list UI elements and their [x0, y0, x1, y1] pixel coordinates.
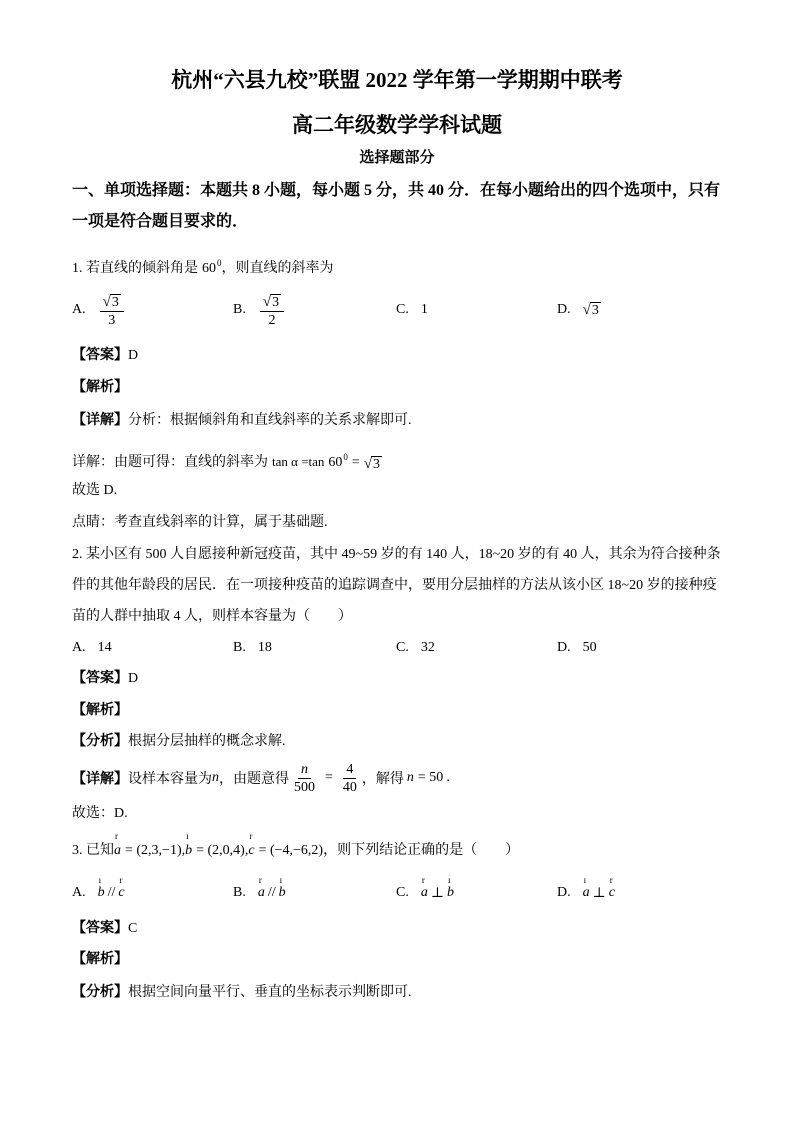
- radical-sign: √: [582, 302, 591, 318]
- result-value: = 50: [417, 770, 444, 785]
- question-3-stem: [72, 831, 520, 861]
- sqrt-expression: [364, 455, 382, 473]
- question-1-stem: [72, 253, 334, 279]
- fraction-denominator: 3: [108, 312, 116, 328]
- answer-value: C: [128, 921, 138, 936]
- radicand: 3: [272, 294, 280, 310]
- question-2-option-d: [557, 628, 597, 668]
- question-2-stem-line-2: 件的其他年龄段的居民．在一项接种疫苗的追踪调查中，要用分层抽样的方法从该小区 18~20 岁的接种疫: [72, 578, 717, 593]
- fraction: [291, 761, 318, 796]
- question-2-answer: [72, 669, 138, 689]
- part-heading: 选择题部分: [359, 150, 435, 166]
- question-1-option-b: [233, 290, 286, 330]
- vector-operand: [582, 875, 590, 901]
- vector-arrow-mark: ı: [186, 831, 189, 841]
- radicand: 3: [373, 457, 381, 472]
- detail-tag: 【详解】: [72, 772, 128, 787]
- question-1-option-c: [396, 290, 428, 330]
- option-label: C.: [396, 302, 409, 317]
- option-label: D.: [557, 302, 571, 317]
- question-1-option-d: [557, 290, 601, 330]
- option-label: C.: [396, 640, 409, 655]
- question-1-conclusion: 故选 D.: [72, 483, 118, 498]
- option-value: 50: [582, 640, 597, 655]
- degree-superscript: 0: [217, 258, 222, 268]
- vector-a: [114, 831, 121, 861]
- answer-tag: 【答案】: [72, 921, 128, 936]
- vector-operand: [447, 875, 455, 901]
- method-tag: 【分析】: [72, 985, 128, 1000]
- relation-symbol: //: [107, 885, 116, 900]
- exam-title: 杭州“六县九校”联盟 2022 学年第一学期期中联考: [171, 68, 623, 92]
- vector-arrow-mark: ı: [448, 875, 451, 885]
- method-text: 根据空间向量平行、垂直的坐标表示判断即可.: [128, 985, 412, 1000]
- question-3-answer: [72, 919, 137, 939]
- vector-letter: a: [582, 885, 590, 900]
- sqrt-expression: [583, 301, 601, 319]
- relation-symbol: ⊥: [592, 885, 606, 901]
- tan-expression: tan α =tan: [272, 454, 325, 469]
- question-3-option-b: [233, 873, 286, 913]
- answer-tag: 【答案】: [72, 348, 128, 363]
- option-value: 32: [420, 640, 435, 655]
- fraction-numerator: 4: [343, 761, 356, 779]
- question-2-option-b: [233, 628, 272, 668]
- vector-letter: b: [447, 885, 455, 900]
- radical-sign: √: [262, 293, 272, 310]
- vector-arrow-mark: r: [609, 875, 613, 885]
- question-1-analysis-tag: 【解析】: [72, 380, 128, 395]
- vector-letter: b: [278, 885, 286, 900]
- vector-operand: [278, 875, 286, 901]
- sqrt-expression: [263, 293, 281, 311]
- question-3-stem-suffix: ，则下列结论正确的是（ ）: [323, 843, 520, 858]
- option-value: 14: [97, 640, 112, 655]
- sqrt-expression: [103, 293, 121, 311]
- question-3-stem-prefix: 3. 已知: [72, 843, 114, 858]
- question-1-stem-suffix: ，则直线的斜率为: [221, 261, 334, 276]
- vector-letter: b: [97, 885, 105, 900]
- variable-n: n: [406, 770, 414, 785]
- question-2-conclusion: 故选：D.: [72, 806, 128, 821]
- vector-arrow-mark: ı: [98, 875, 102, 885]
- detail-text: ，由题意得: [219, 772, 289, 787]
- option-label: D.: [557, 640, 571, 655]
- vector-operand: [257, 875, 265, 901]
- fraction-denominator: 2: [268, 312, 276, 328]
- vector-arrow-mark: r: [421, 875, 425, 885]
- radical-sign: √: [363, 456, 373, 472]
- vector-arrow-mark: r: [249, 831, 253, 841]
- angle-value: 60: [328, 455, 343, 470]
- question-2-method: [72, 732, 286, 752]
- vector-value: = (2,0,4),: [196, 843, 249, 858]
- equals-sign: =: [351, 455, 360, 470]
- vector-letter: c: [608, 885, 616, 900]
- vector-letter: c: [248, 843, 255, 858]
- radical-sign: √: [102, 293, 111, 310]
- radicand: 3: [591, 303, 599, 318]
- vector-value: = (−4,−6,2): [258, 843, 324, 858]
- fraction-numerator: [260, 292, 284, 312]
- question-3-method: [72, 983, 412, 1003]
- vector-arrow-mark: r: [119, 875, 123, 885]
- detail-text: ，解得: [361, 772, 404, 787]
- vector-arrow-mark: r: [115, 831, 118, 841]
- question-3-analysis-tag: 【解析】: [72, 952, 128, 967]
- question-1-detail: [72, 411, 412, 431]
- question-2-analysis-tag: 【解析】: [72, 703, 128, 718]
- question-1-answer: [72, 346, 138, 366]
- fraction: [260, 292, 284, 329]
- section-instructions-line-1: 一、单项选择题：本题共 8 小题，每小题 5 分，共 40 分．在每小题给出的四个选项中，只有: [72, 182, 721, 199]
- vector-letter: c: [118, 885, 125, 900]
- vector-letter: a: [420, 885, 428, 900]
- relation-symbol: ⊥: [430, 885, 445, 901]
- question-1-stem-prefix: 1. 若直线的倾斜角是: [72, 261, 198, 276]
- equals-sign: =: [325, 770, 333, 785]
- fraction: [340, 761, 360, 796]
- vector-letter: b: [185, 843, 193, 858]
- angle-value: 60: [202, 261, 216, 276]
- question-3-option-a: [72, 873, 125, 913]
- radicand: 3: [111, 294, 119, 310]
- vector-b: [185, 831, 193, 861]
- vector-arrow-mark: r: [258, 875, 262, 885]
- question-2-stem-line-3: 苗的人群中抽取 4 人，则样本容量为（ ）: [72, 609, 352, 624]
- question-3-options: [0, 873, 794, 913]
- question-2-option-a: [72, 628, 112, 668]
- vector-arrow-mark: ı: [279, 875, 283, 885]
- period: .: [446, 770, 450, 785]
- vector-arrow-mark: ı: [583, 875, 587, 885]
- fraction: [100, 292, 124, 329]
- option-label: B.: [233, 302, 246, 317]
- question-2-option-c: [396, 628, 435, 668]
- answer-value: D: [128, 671, 139, 686]
- vector-c: [248, 831, 255, 861]
- vector-letter: a: [257, 885, 265, 900]
- question-3-option-c: [396, 873, 454, 913]
- question-1-explanation: [72, 447, 382, 473]
- exam-subtitle: 高二年级数学学科试题: [292, 113, 502, 137]
- answer-value: D: [128, 348, 139, 363]
- question-1-option-a: [72, 290, 126, 330]
- option-label: A.: [72, 885, 86, 900]
- question-3-option-d: [557, 873, 615, 913]
- option-label: A.: [72, 640, 86, 655]
- vector-operand: [118, 875, 125, 901]
- option-value: 1: [420, 302, 428, 317]
- detail-text: 设样本容量为: [128, 772, 212, 787]
- relation-symbol: //: [267, 885, 276, 900]
- question-2-options: [0, 628, 794, 668]
- option-value: 18: [257, 640, 272, 655]
- vector-operand: [420, 875, 428, 901]
- fraction-denominator: 40: [342, 779, 357, 795]
- vector-operand: [97, 875, 105, 901]
- option-label: B.: [233, 885, 246, 900]
- vector-value: = (2,3,−1),: [125, 843, 186, 858]
- fraction-numerator: [100, 292, 124, 312]
- detail-text: 分析：根据倾斜角和直线斜率的关系求解即可.: [128, 413, 412, 428]
- option-label: B.: [233, 640, 246, 655]
- question-2-stem-line-1: 2. 某小区有 500 人自愿接种新冠疫苗，其中 49~59 岁的有 140 人，18~20 岁的有 40 人，其余为符合接种条: [72, 547, 721, 562]
- degree-superscript: 0: [343, 452, 348, 462]
- fraction-numerator: n: [298, 761, 311, 779]
- option-label: D.: [557, 885, 571, 900]
- method-text: 根据分层抽样的概念求解.: [128, 734, 286, 749]
- question-1-options: [0, 290, 794, 330]
- question-2-detail: [72, 758, 450, 798]
- question-1-remark: 点睛：考查直线斜率的计算，属于基础题.: [72, 515, 328, 530]
- explanation-prefix: 详解：由题可得：直线的斜率为: [72, 455, 268, 470]
- option-label: C.: [396, 885, 409, 900]
- fraction-denominator: 500: [294, 779, 315, 795]
- section-instructions-line-2: 一项是符合题目要求的．: [72, 213, 249, 230]
- answer-tag: 【答案】: [72, 671, 128, 686]
- detail-tag: 【详解】: [72, 413, 128, 428]
- option-label: A.: [72, 302, 86, 317]
- vector-operand: [608, 875, 616, 901]
- variable-n: n: [212, 770, 219, 785]
- method-tag: 【分析】: [72, 734, 128, 749]
- vector-letter: a: [114, 843, 121, 858]
